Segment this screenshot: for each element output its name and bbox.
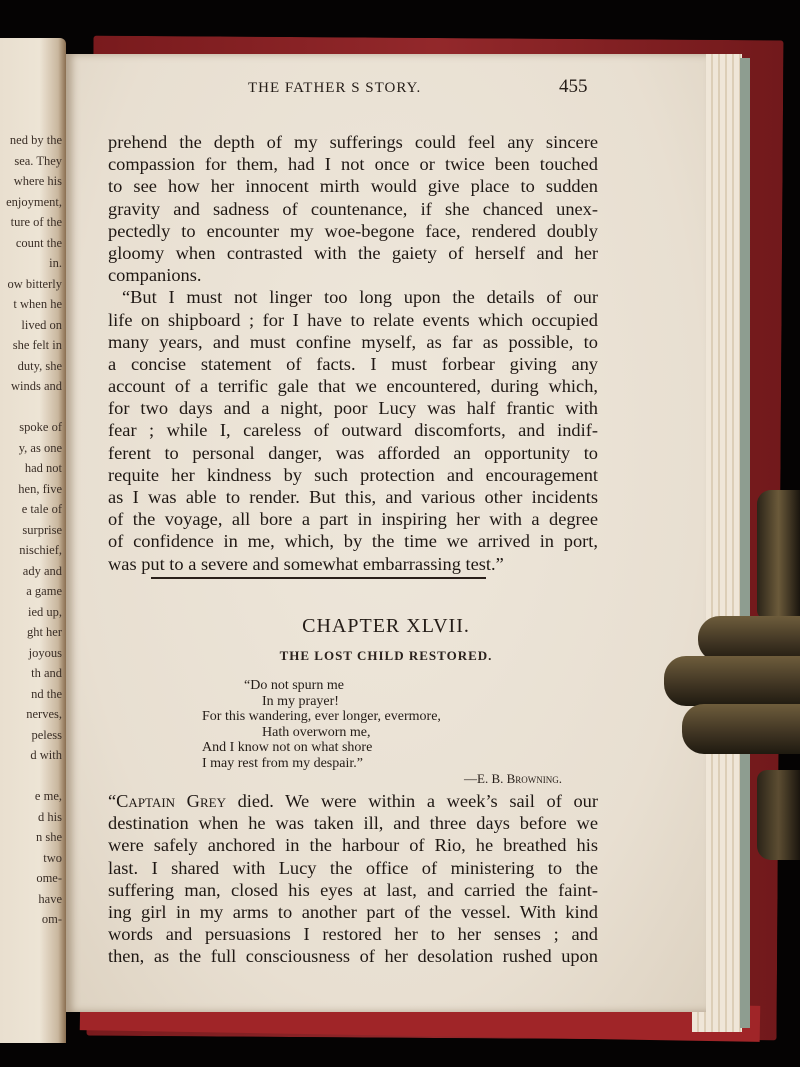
epigraph-line: “Do not spurn me <box>244 678 344 693</box>
left-page-line: nerves, <box>26 707 62 721</box>
left-page-line: peless <box>31 727 62 742</box>
text-line: “But I must not linger too long upon the details of our <box>122 287 598 308</box>
left-page-line: ght her <box>26 625 62 639</box>
left-page-line: in. <box>49 256 62 270</box>
first-line-rest: died. We were within a week’s sail of our <box>225 791 598 811</box>
epigraph-line: I may rest from my despair.” <box>202 755 363 771</box>
text-line <box>108 790 598 812</box>
right-page <box>66 54 706 1012</box>
brass-clasp-icon <box>664 616 800 766</box>
left-page-line: ned by the <box>9 133 62 147</box>
text-line: compassion for them, had I not once or twice been touched <box>108 154 598 175</box>
text-line: then, as the full consciousness of her desolation rushed upon <box>108 946 598 967</box>
text-line: a concise statement of facts. I must forbear giving any <box>108 353 598 374</box>
left-page-line: ome- <box>36 871 62 885</box>
chapter-title: CHAPTER XLVII. <box>302 615 470 637</box>
text-line: last. I shared with Lucy the office of ministering to the <box>108 857 598 878</box>
left-page <box>0 38 66 1043</box>
page-number: 455 <box>559 76 588 97</box>
running-head <box>66 76 706 100</box>
text-line: as I was able to render. But this, and various other incidents <box>108 487 598 507</box>
left-page-line: had not <box>24 461 62 475</box>
chapter-subtitle: THE LOST CHILD RESTORED. <box>279 648 493 663</box>
left-page-line: d with <box>30 748 62 762</box>
left-page-line: th and <box>31 666 62 680</box>
left-page-line: om- <box>41 912 62 926</box>
left-page-line: y, as one <box>18 440 62 455</box>
section-divider <box>151 577 486 579</box>
left-page-line: duty, she <box>17 358 62 373</box>
text-line: for two days and a night, poor Lucy was half frantic with <box>108 398 598 419</box>
left-page-line: lived on <box>21 317 62 332</box>
text-line: ing girl in my arms to another part of the vessel. With kind <box>108 901 598 922</box>
text-line: pectedly to encounter my woe-begone face, rendered doubly <box>108 220 598 241</box>
epigraph-line: Hath overworn me, <box>262 724 371 740</box>
left-page-line: joyous <box>28 645 62 660</box>
left-page-line: n she <box>35 830 62 844</box>
left-page-line: she felt in <box>12 338 62 352</box>
left-page-line: e me, <box>34 789 62 803</box>
left-page-line: winds and <box>10 379 62 393</box>
left-page-line: sea. They <box>14 153 62 168</box>
left-page-line: ture of the <box>10 215 62 229</box>
left-page-line: enjoyment, <box>6 194 62 209</box>
left-page-line: hen, five <box>18 481 62 496</box>
text-line: were safely anchored in the harbour of Rio, he breathed his <box>108 835 598 856</box>
text-line: gloomy when contrasted with the gaiety of herself and her <box>108 242 598 263</box>
left-page-line: ady and <box>22 563 62 578</box>
left-page-line: where his <box>13 174 62 188</box>
left-page-line: d his <box>38 809 62 824</box>
epigraph <box>202 678 441 771</box>
text-line: fear ; while I, careless of outward discomforts, and indif- <box>108 420 598 441</box>
epigraph-line: And I know not on what shore <box>202 740 373 755</box>
epigraph-attribution: —E. B. Browning. <box>464 771 563 786</box>
text-line: account of a terrific gale that we encountered, during which, <box>108 376 598 397</box>
text-line: words and persuasions I restored her to her senses ; and <box>108 924 598 945</box>
left-page-line: spoke of <box>19 420 62 434</box>
left-page-line <box>0 397 62 418</box>
left-page-line: t when he <box>13 297 62 311</box>
text-line: requite her kindness by such protection and encouragement <box>108 464 598 485</box>
opening-smallcaps: “Captain Grey <box>108 791 226 811</box>
left-page-line: surprise <box>22 522 62 537</box>
left-page-line: ied up, <box>27 604 62 619</box>
text-line: gravity and sadness of countenance, if she chanced unex- <box>108 198 598 219</box>
left-page-line <box>0 766 62 787</box>
text-line: many years, and must confine myself, as far as possible, to <box>108 331 598 352</box>
text-line: to see how her innocent mirth would give place to sudden <box>108 176 598 197</box>
epigraph-line: In my prayer! <box>262 693 339 709</box>
text-line: of confidence in me, which, by the time we arrived in port, <box>108 531 598 552</box>
text-line: life on shipboard ; for I have to relate events which occupied <box>108 309 598 330</box>
brass-clasp-upper <box>757 490 800 620</box>
text-line: ferent to personal danger, was afforded an opportunity to <box>108 442 598 463</box>
left-page-line: nd the <box>31 686 62 701</box>
left-page-line: count the <box>15 235 62 250</box>
text-line: was put to a severe and somewhat embarrassing test.” <box>108 553 504 574</box>
text-line: suffering man, closed his eyes at last, and carried the faint- <box>108 879 598 900</box>
running-title: THE FATHER S STORY. <box>248 80 422 96</box>
left-page-line: ow bitterly <box>7 276 62 291</box>
brass-clasp-lower <box>757 770 800 860</box>
text-line: destination when he was taken ill, and three days before we <box>108 813 598 834</box>
body-text-bottom <box>108 790 598 968</box>
left-page-line: two <box>43 850 62 865</box>
epigraph-line: For this wandering, ever longer, evermore, <box>202 709 441 724</box>
text-line: companions. <box>108 265 202 286</box>
endpaper-edge <box>740 58 750 1028</box>
left-page-line: e tale of <box>21 502 62 516</box>
left-page-line: a game <box>26 584 62 598</box>
body-text-top <box>108 131 598 575</box>
left-page-line: nischief, <box>19 543 62 557</box>
left-page-text <box>0 130 62 930</box>
left-page-line: have <box>38 891 62 906</box>
text-line: prehend the depth of my sufferings could feel any sincere <box>108 132 598 152</box>
text-line: of the voyage, all bore a part in inspiring her with a degree <box>108 509 598 530</box>
